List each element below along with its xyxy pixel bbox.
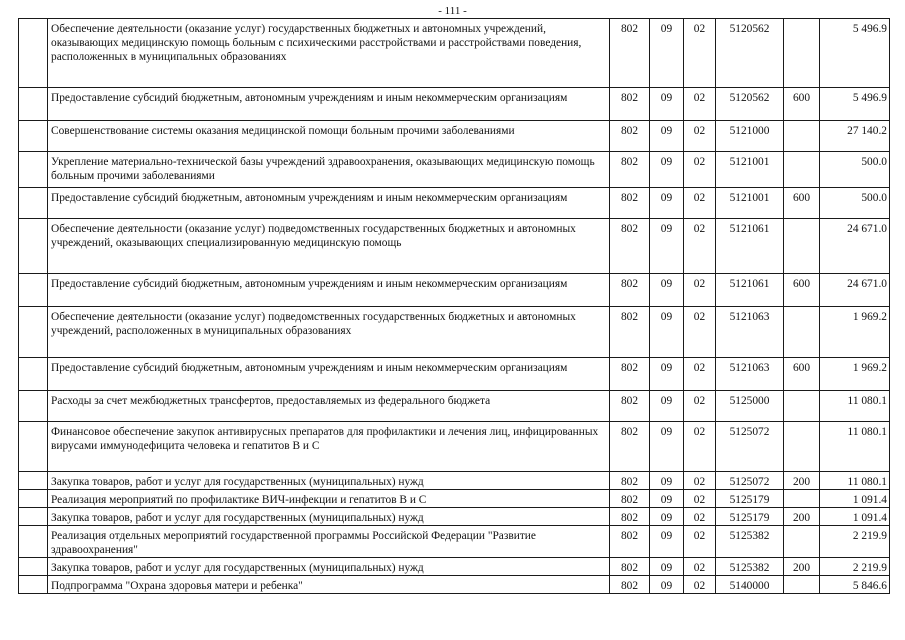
table-row (19, 391, 890, 422)
row-ved: 802 (610, 219, 650, 274)
row-ved: 802 (610, 576, 650, 594)
row-rz: 09 (650, 558, 684, 576)
row-ved: 802 (610, 508, 650, 526)
row-vr: 200 (784, 472, 820, 490)
row-sum: 2 219.9 (820, 558, 890, 576)
row-vr: 200 (784, 558, 820, 576)
row-name: Реализация отдельных мероприятий государственной программы Российской Федерации "Развитие здравоохранения" (48, 526, 610, 558)
row-sum: 500.0 (820, 188, 890, 219)
row-csr: 5121061 (716, 219, 784, 274)
row-blank-cell (19, 558, 48, 576)
table-row (19, 508, 890, 526)
row-sum: 1 969.2 (820, 307, 890, 358)
row-csr: 5120562 (716, 19, 784, 88)
row-vr: 200 (784, 508, 820, 526)
page-number: - 111 - (438, 5, 467, 17)
table-row (19, 19, 890, 88)
row-csr: 5125072 (716, 422, 784, 472)
row-rz: 09 (650, 508, 684, 526)
row-name: Предоставление субсидий бюджетным, автономным учреждениям и иным некоммерческим организациям (48, 358, 610, 391)
budget-table (18, 18, 890, 594)
row-name: Закупка товаров, работ и услуг для государственных (муниципальных) нужд (48, 472, 610, 490)
row-vr (784, 391, 820, 422)
row-ved: 802 (610, 307, 650, 358)
row-vr (784, 307, 820, 358)
row-blank-cell (19, 152, 48, 188)
row-name: Расходы за счет межбюджетных трансфертов, предоставляемых из федерального бюджета (48, 391, 610, 422)
row-ved: 802 (610, 490, 650, 508)
row-rz: 09 (650, 490, 684, 508)
row-blank-cell (19, 526, 48, 558)
row-sum: 5 846.6 (820, 576, 890, 594)
row-sum: 11 080.1 (820, 472, 890, 490)
row-blank-cell (19, 422, 48, 472)
row-vr: 600 (784, 358, 820, 391)
row-vr (784, 19, 820, 88)
row-sum: 24 671.0 (820, 274, 890, 307)
row-blank-cell (19, 576, 48, 594)
row-sum: 11 080.1 (820, 391, 890, 422)
row-sum: 27 140.2 (820, 121, 890, 152)
row-rz: 09 (650, 472, 684, 490)
row-csr: 5121063 (716, 358, 784, 391)
table-row (19, 152, 890, 188)
row-rz: 09 (650, 88, 684, 121)
table-row (19, 121, 890, 152)
row-ved: 802 (610, 558, 650, 576)
row-ved: 802 (610, 188, 650, 219)
table-row (19, 472, 890, 490)
row-pr: 02 (684, 188, 716, 219)
row-pr: 02 (684, 472, 716, 490)
row-csr: 5121001 (716, 152, 784, 188)
row-name: Предоставление субсидий бюджетным, автономным учреждениям и иным некоммерческим организациям (48, 274, 610, 307)
row-ved: 802 (610, 422, 650, 472)
row-blank-cell (19, 274, 48, 307)
row-blank-cell (19, 219, 48, 274)
row-rz: 09 (650, 274, 684, 307)
row-vr: 600 (784, 274, 820, 307)
row-name: Совершенствование системы оказания медицинской помощи больным прочими заболеваниями (48, 121, 610, 152)
row-rz: 09 (650, 391, 684, 422)
row-ved: 802 (610, 121, 650, 152)
row-csr: 5120562 (716, 88, 784, 121)
row-vr: 600 (784, 188, 820, 219)
row-pr: 02 (684, 526, 716, 558)
row-sum: 5 496.9 (820, 19, 890, 88)
row-name: Обеспечение деятельности (оказание услуг) подведомственных государственных бюджетных и автономных учреждений, расположенных в муниципальных образованиях (48, 307, 610, 358)
table-row (19, 490, 890, 508)
row-sum: 500.0 (820, 152, 890, 188)
row-rz: 09 (650, 307, 684, 358)
row-name: Закупка товаров, работ и услуг для государственных (муниципальных) нужд (48, 508, 610, 526)
row-pr: 02 (684, 121, 716, 152)
row-ved: 802 (610, 358, 650, 391)
row-vr (784, 526, 820, 558)
row-csr: 5125179 (716, 490, 784, 508)
row-rz: 09 (650, 576, 684, 594)
row-pr: 02 (684, 558, 716, 576)
row-csr: 5121001 (716, 188, 784, 219)
table-row (19, 88, 890, 121)
table-row (19, 526, 890, 558)
row-vr (784, 490, 820, 508)
row-csr: 5121000 (716, 121, 784, 152)
row-name: Предоставление субсидий бюджетным, автономным учреждениям и иным некоммерческим организациям (48, 188, 610, 219)
row-csr: 5121063 (716, 307, 784, 358)
table-row (19, 576, 890, 594)
row-vr (784, 121, 820, 152)
row-name: Обеспечение деятельности (оказание услуг) подведомственных государственных бюджетных и автономных учреждений, оказывающих специализированную медицинскую помощь (48, 219, 610, 274)
row-blank-cell (19, 508, 48, 526)
row-name: Закупка товаров, работ и услуг для государственных (муниципальных) нужд (48, 558, 610, 576)
row-pr: 02 (684, 152, 716, 188)
table-row (19, 274, 890, 307)
row-blank-cell (19, 490, 48, 508)
table-row (19, 219, 890, 274)
row-csr: 5125072 (716, 472, 784, 490)
row-sum: 1 091.4 (820, 508, 890, 526)
row-pr: 02 (684, 307, 716, 358)
row-ved: 802 (610, 526, 650, 558)
row-name: Предоставление субсидий бюджетным, автономным учреждениям и иным некоммерческим организациям (48, 88, 610, 121)
row-rz: 09 (650, 422, 684, 472)
row-csr: 5125382 (716, 558, 784, 576)
row-pr: 02 (684, 88, 716, 121)
row-rz: 09 (650, 121, 684, 152)
row-ved: 802 (610, 472, 650, 490)
row-csr: 5125382 (716, 526, 784, 558)
row-blank-cell (19, 358, 48, 391)
row-pr: 02 (684, 422, 716, 472)
row-ved: 802 (610, 391, 650, 422)
row-blank-cell (19, 391, 48, 422)
row-blank-cell (19, 188, 48, 219)
row-csr: 5125000 (716, 391, 784, 422)
row-rz: 09 (650, 152, 684, 188)
row-pr: 02 (684, 19, 716, 88)
row-name: Обеспечение деятельности (оказание услуг) государственных бюджетных и автономных учреждений, оказывающих медицинскую помощь больным с психическими расстройствами и расстройствами поведения, расположенных в муниципальных образованиях (48, 19, 610, 88)
row-name: Подпрограмма "Охрана здоровья матери и ребенка" (48, 576, 610, 594)
row-blank-cell (19, 307, 48, 358)
row-name: Укрепление материально-технической базы учреждений здравоохранения, оказывающих медицинскую помощь больным прочими заболеваниями (48, 152, 610, 188)
row-name: Реализация мероприятий по профилактике ВИЧ-инфекции и гепатитов В и С (48, 490, 610, 508)
row-csr: 5140000 (716, 576, 784, 594)
row-pr: 02 (684, 576, 716, 594)
row-rz: 09 (650, 188, 684, 219)
row-sum: 1 091.4 (820, 490, 890, 508)
row-csr: 5125179 (716, 508, 784, 526)
table-row (19, 358, 890, 391)
row-rz: 09 (650, 358, 684, 391)
row-sum: 5 496.9 (820, 88, 890, 121)
row-name: Финансовое обеспечение закупок антивирусных препаратов для профилактики и лечения лиц, инфицированных вирусами иммунодефицита человека и гепатитов В и С (48, 422, 610, 472)
row-ved: 802 (610, 274, 650, 307)
row-sum: 24 671.0 (820, 219, 890, 274)
row-pr: 02 (684, 358, 716, 391)
row-sum: 1 969.2 (820, 358, 890, 391)
row-vr (784, 576, 820, 594)
row-rz: 09 (650, 19, 684, 88)
row-vr (784, 152, 820, 188)
row-blank-cell (19, 19, 48, 88)
row-pr: 02 (684, 274, 716, 307)
row-pr: 02 (684, 508, 716, 526)
table-row (19, 188, 890, 219)
table-row (19, 558, 890, 576)
row-blank-cell (19, 121, 48, 152)
row-pr: 02 (684, 490, 716, 508)
row-pr: 02 (684, 219, 716, 274)
table-row (19, 307, 890, 358)
row-blank-cell (19, 472, 48, 490)
row-ved: 802 (610, 88, 650, 121)
row-vr (784, 219, 820, 274)
row-vr: 600 (784, 88, 820, 121)
table-row (19, 422, 890, 472)
row-ved: 802 (610, 152, 650, 188)
row-sum: 2 219.9 (820, 526, 890, 558)
row-blank-cell (19, 88, 48, 121)
row-rz: 09 (650, 526, 684, 558)
row-rz: 09 (650, 219, 684, 274)
row-pr: 02 (684, 391, 716, 422)
row-sum: 11 080.1 (820, 422, 890, 472)
row-csr: 5121061 (716, 274, 784, 307)
row-ved: 802 (610, 19, 650, 88)
row-vr (784, 422, 820, 472)
